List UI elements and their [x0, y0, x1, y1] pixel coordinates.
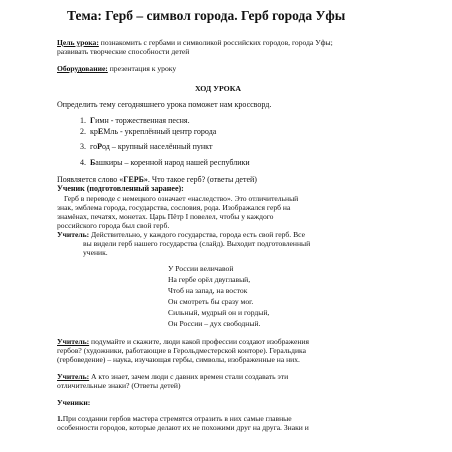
appear-line: Появляется слово «ГЕРБ». Что такое герб? (ответы детей) — [57, 175, 257, 184]
teacher3-line-1: Учитель: А кто знает, зачем люди с давних времен стали создавать эти — [57, 372, 289, 381]
teacher-label: Учитель: — [57, 230, 90, 239]
poem-line-4: Он смотреть бы сразу мог. — [168, 297, 254, 306]
equipment-line — [57, 64, 176, 73]
students-label: Ученики: — [57, 398, 91, 407]
poem-line-1: У России величавой — [168, 264, 234, 273]
goal-text-continued: развивать творческие способности детей — [57, 47, 190, 56]
student-label: Ученик (подготовленный заранее): — [57, 184, 184, 193]
student-text-line-1: Герб в переводе с немецкого означает «наследство». Это отличительный — [64, 194, 299, 203]
teacher2-line-2: гербов? (художники, работающие в Герольдместерской конторе). Геральдика — [57, 346, 306, 355]
goal-label: Цель урока: — [57, 38, 99, 47]
page-title: Тема: Герб – символ города. Герб города Уфы — [67, 8, 346, 23]
point1-line-1: 1.При создании гербов мастера стремятся отразить в них самые главные — [57, 414, 292, 423]
lesson-heading: ХОД УРОКА — [195, 84, 242, 93]
teacher-line-2: вы видели герб нашего государства (слайд). Выходит подготовленный — [83, 239, 311, 248]
equipment-text: презентация к уроку — [107, 64, 177, 73]
teacher2-line-3: (гербоведение) – наука, изучающая гербы, символы, изображенные на них. — [57, 355, 300, 364]
poem-line-3: Чтоб на запад, на восток — [168, 286, 248, 295]
student-text-line-3: знамёнах, печатях, монетах. Царь Пётр I повелел, чтобы у каждого — [57, 212, 274, 221]
goal-text: познакомить с гербами и символикой российских городов, города Уфы; — [98, 38, 333, 47]
teacher2-label: Учитель: — [57, 337, 90, 346]
teacher3-label: Учитель: — [57, 372, 90, 381]
teacher2-line-1: Учитель: подумайте и скажите, люди какой профессии создают изображения — [57, 337, 309, 346]
teacher-line-1: Учитель: Действительно, у каждого государства, города есть свой герб. Все — [57, 230, 305, 239]
crossword-item-1: 1. Гимн - торжественная песня. — [80, 116, 190, 125]
poem-line-6: Он России – дух свободный. — [168, 319, 261, 328]
poem-line-2: На гербе орёл двуглавый, — [168, 275, 251, 284]
intro-text: Определить тему сегодняшнего урока поможет нам кроссворд. — [57, 100, 272, 109]
poem-line-5: Сильный, мудрый он и гордый, — [168, 308, 270, 317]
student-text-line-4: российского города был свой герб. — [57, 221, 170, 230]
student-text-line-2: знак, эмблема города, государства, сословия, рода. Изображался герб на — [57, 203, 291, 212]
crossword-item-2: 2. крЕМль - укреплённый центр города — [80, 127, 217, 136]
teacher-line-3: ученик. — [83, 248, 108, 257]
crossword-item-3: 3. гоРод – крупный населённый пункт — [80, 142, 213, 151]
crossword-item-4: 4. Башкиры – коренной народ нашей республики — [80, 158, 250, 167]
equipment-label: Оборудование: — [57, 64, 108, 73]
teacher3-line-2: отличительные знаки? (Ответы детей) — [57, 381, 181, 390]
point1-line-2: особенности городов, которые делают их не похожими друг на друга. Знаки и — [57, 423, 309, 432]
lesson-goal-line — [57, 38, 333, 47]
